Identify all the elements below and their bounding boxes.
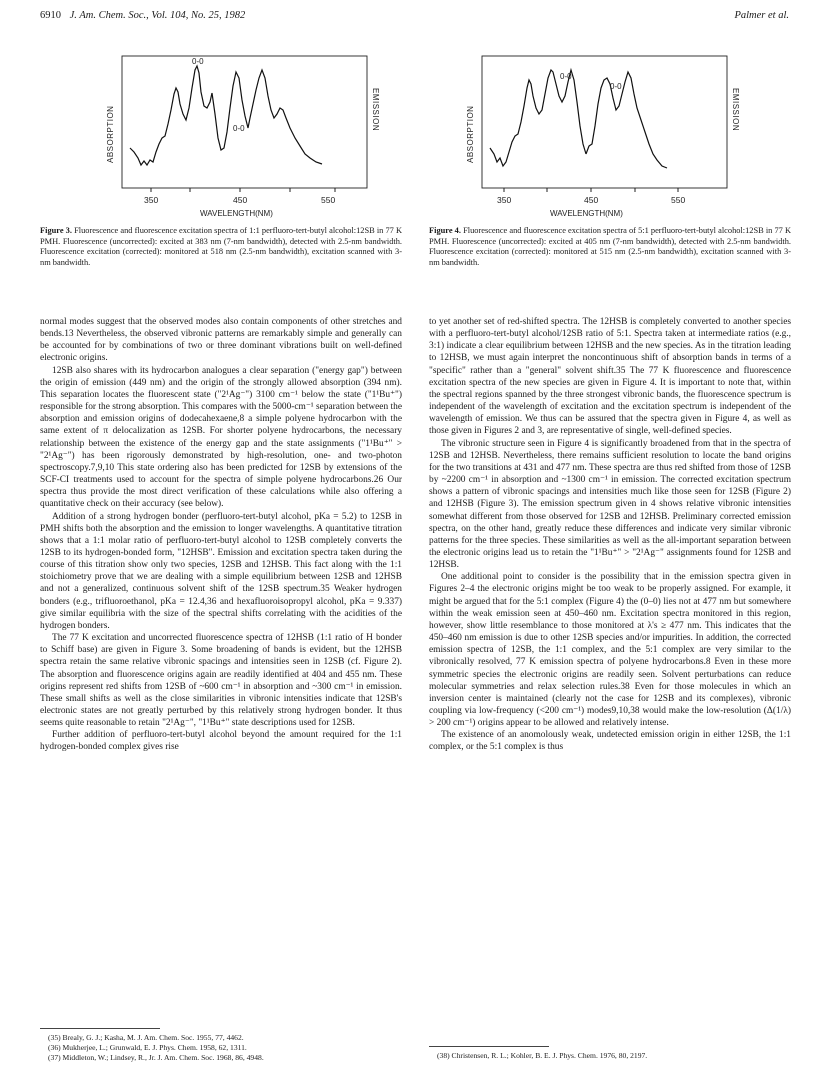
footnote-rule-right (429, 1046, 549, 1047)
emission-spectrum-curve (586, 72, 667, 168)
peak-label-excitation-origin: 0-0 (560, 72, 572, 81)
paragraph: normal modes suggest that the observed modes also contain components of other stretches and bends.13 Nevertheless, the observed vibronic patterns are remarkably simple and generally can be accounted for by combinations of two or three dominant vibrations built on well-defined electronic origins. (40, 317, 402, 364)
figure-4-caption (429, 226, 791, 268)
caption-label: Figure 3. (40, 226, 72, 235)
paragraph: to yet another set of red-shifted spectra. The 12HSB is completely converted to another species with a perfluoro-tert-butyl alcohol/12SB ratio of 5:1. Spectra taken at intermediate ratios (e.g., 3:1) indicate a clear equilibrium between 12HSB and the new species. As in the titration leading to 12HSB, we must again interpret the noncontinuous shift of absorption bands in terms of a "specific" rather than a "general" solvent shift.35 The 77 K fluorescence and fluorescence excitation spectra of the new species are given in Figure 4. It is important to note that, within the spectral regions spanned by the three strongest vibronic bands, the fluorescence spectrum is independent of the wavelength of excitation and the excitation spectrum is independent of the wavelength of emission. We thus can be assured that the spectra given in Figure 4, as well as those given in Figures 2 and 3, are representative of single, well-defined species. (429, 317, 791, 437)
running-header-left (40, 10, 245, 21)
footnote-rule-left (40, 1028, 160, 1029)
journal-citation: J. Am. Chem. Soc., Vol. 104, No. 25, 1982 (69, 10, 246, 21)
paragraph: The 77 K excitation and uncorrected fluorescence spectra of 12HSB (1:1 ratio of H bonder to Schiff base) are given in Figure 3. Some broadening of bands is evident, but the 12HSB spectra retain the same relative vibronic spacings and intensities seen in 12SB (cf. Figure 2). The absorption and fluorescence origins again are readily identified at 404 and 455 nm. These origins represent red shifts from 12SB of ~600 cm⁻¹ in absorption and ~300 cm⁻¹ in emission. These small shifts as well as the close similarities in vibronic intensities indicate that 12SB's electronic states are not greatly perturbed by this relatively strong hydrogen bonder. It thus seems quite reasonable to retain "2¹Ag⁻", "1¹Bu⁺" state descriptions used for 12SB. (40, 633, 402, 729)
emission-spectrum-curve (212, 70, 322, 164)
plot-frame (482, 56, 727, 188)
caption-label: Figure 4. (429, 226, 461, 235)
footnotes-left (48, 1033, 402, 1063)
tick-label-450: 450 (584, 195, 599, 205)
page-number: 6910 (40, 10, 61, 21)
plot-frame (122, 56, 367, 188)
x-axis-label: WAVELENGTH(NM) (200, 209, 273, 218)
running-header-authors: Palmer et al. (734, 10, 789, 21)
tick-label-450: 450 (233, 195, 248, 205)
caption-text: Fluorescence and fluorescence excitation spectra of 5:1 perfluoro-tert-butyl alcohol:12SB in 77 K PMH. Fluorescence (uncorrected): excited at 405 nm (7-nm bandwidth), detected with 2.5-nm bandwidth. Fluorescence excitation (corrected): monitored at 515 nm (2.5-nm bandwidth), excitation scanned with 3-nm bandwidth. (429, 226, 791, 267)
tick-label-350: 350 (144, 195, 159, 205)
footnote: (37) Middleton, W.; Lindsey, R., Jr. J. Am. Chem. Soc. 1968, 86, 4948. (48, 1053, 264, 1062)
peak-label-emission-origin: 0-0 (610, 82, 622, 91)
excitation-spectrum-curve (490, 70, 586, 166)
left-text-column (40, 316, 402, 754)
y-axis-label-left: ABSORPTION (106, 105, 115, 163)
footnotes-right (437, 1051, 791, 1061)
paragraph: Addition of a strong hydrogen bonder (perfluoro-tert-butyl alcohol, pKa = 5.2) to 12SB in PMH shifts both the absorption and the emission to longer wavelengths. A quantitative titration shows that a 1:1 molar ratio of perfluoro-tert-butyl alcohol to 12SB completely converts the 12SB to its hydrogen-bonded form, "12HSB". Emission and excitation spectra taken during the course of this titration show only two species, 12SB and 12HSB. This fact along with the 1:1 stoichiometry prove that we are dealing with a simple equilibrium between 12SB and 12HSB and not a generalized, continuous solvent shift of the 12SB spectrum.35 Weaker hydrogen bonders (e.g., trifluoroethanol, pKa = 12.4,36 and hexafluoroisopropyl alcohol, pKa = 9.337) give similar equilibria with the size of the spectral shifts correlating with the acidities of the hydrogen bonders. (40, 511, 402, 631)
footnote: (36) Mukherjee, L.; Grunwald, E. J. Phys. Chem. 1958, 62, 1311. (48, 1043, 247, 1052)
paragraph: The vibronic structure seen in Figure 4 is significantly broadened from that in the spectra of 12SB and 12HSB. Nevertheless, there remains sufficient resolution to locate the band origins for the two transitions at 431 and 477 nm. These spectra are thus red shifted from those of 12SB by ~2200 cm⁻¹ in absorption and ~1300 cm⁻¹ in emission. The corrected excitation spectrum shows a pattern of vibronic spacings and intensities much like those seen for 12SB (Figure 2) and 12HSB (Figure 3). The emission spectrum given in 4 shows relative vibronic intensities somewhat different from those observed for 12SB and 12HSB. Preliminary corrected emission spectra, on the other hand, greatly reduce these differences and indicate very similar vibronic patterns for the three species. These similarities as well as the all-important separation between the electronic origins lead us to retain the "1¹Bu⁺" > "2¹Ag⁻" assignments found for 12SB and 12HSB. (429, 438, 791, 571)
peak-label-excitation-origin: 0-0 (192, 57, 204, 66)
tick-label-550: 550 (671, 195, 686, 205)
y-axis-label-right: EMISSION (371, 88, 380, 132)
figure-3-spectrum (100, 48, 400, 228)
paragraph: One additional point to consider is the possibility that in the emission spectra given in Figures 2–4 the electronic origins might be too weak to be properly assigned. For example, it might be argued that for the 5:1 complex (Figure 4) the (0–0) lies not at 477 nm but somewhere within the weak emission seen at 450–460 nm. Excitation spectra monitored in this region, however, show little resemblance to those monitored at λ's ≥ 477 nm. This indicates that the 450–460 nm emission is due to other 12SB species and/or impurities. In addition, the corrected emission spectra of 12SB, the 1:1 complex, and the 5:1 complex are very similar to the vibronically resolved, 77 K emission spectra of polyene hydrocarbons.8 Even in these more symmetric species the electronic origins are readily seen. Solvent perturbations can reduce molecular symmetries and relax selection rules.38 Even for those molecules in which an inversion center is maintained (clearly not the case for 12SB and its complexes), vibronic coupling via low-frequency (<200 cm⁻¹) modes9,10,38 would make the low-resolution (Δ(1/λ) > 200 cm⁻¹) origins appear to be allowed and relatively intense. (429, 572, 791, 729)
paragraph: Further addition of perfluoro-tert-butyl alcohol beyond the amount required for the 1:1 hydrogen-bonded complex gives rise (40, 730, 402, 753)
y-axis-label-left: ABSORPTION (466, 105, 475, 163)
excitation-spectrum-curve (130, 66, 212, 165)
caption-text: Fluorescence and fluorescence excitation spectra of 1:1 perfluoro-tert-butyl alcohol:12SB in 77 K PMH. Fluorescence (uncorrected): excited at 383 nm (7-nm bandwidth), detected with 2.5-nm bandwidth. Fluorescence excitation (corrected): monitored at 518 nm (2.5-nm bandwidth), excitation scanned with 3-nm bandwidth. (40, 226, 402, 267)
tick-label-350: 350 (497, 195, 512, 205)
figure-4-spectrum (457, 48, 757, 228)
x-axis-label: WAVELENGTH(NM) (550, 209, 623, 218)
y-axis-label-right: EMISSION (731, 88, 740, 132)
footnote: (35) Brealy, G. J.; Kasha, M. J. Am. Chem. Soc. 1955, 77, 4462. (48, 1033, 244, 1042)
paragraph: 12SB also shares with its hydrocarbon analogues a clear separation ("energy gap") between the origin of emission (449 nm) and the origin of the strongly allowed absorption (394 nm). This separation locates the fluorescent state ("2¹Ag⁻") 3100 cm⁻¹ below the state ("1¹Bu⁺") responsible for the strong absorption. This compares with the 5000-cm⁻¹ separation between the absorption and emission origins of dodecahexaene,8 a simple polyene hydrocarbon with the same extent of π delocalization as 12SB. For shorter polyene hydrocarbons, the necessary relationship between the existence of the energy gap and the state assignments ("1¹Bu⁺" > "2¹Ag⁻") has been rigorously demonstrated by high-resolution, one- and two-photon spectroscopy.7,9,10 This state ordering also has been predicted for 12SB by extensions of the SCF-CI treatments used to account for the spectra of simple polyene hydrocarbons.26 Our spectra thus provide the most direct verification of these calculations while also offering a quantitative check on their accuracy (see below). (40, 365, 402, 510)
paragraph: The existence of an anomolously weak, undetected emission origin in either 12SB, the 1:1 complex, or the 5:1 complex is thus (429, 730, 791, 753)
figure-3-caption (40, 226, 402, 268)
tick-label-550: 550 (321, 195, 336, 205)
footnote: (38) Christensen, R. L.; Kohler, B. E. J. Phys. Chem. 1976, 80, 2197. (437, 1051, 648, 1060)
right-text-column (429, 316, 791, 754)
peak-label-emission-origin: 0-0 (233, 124, 245, 133)
